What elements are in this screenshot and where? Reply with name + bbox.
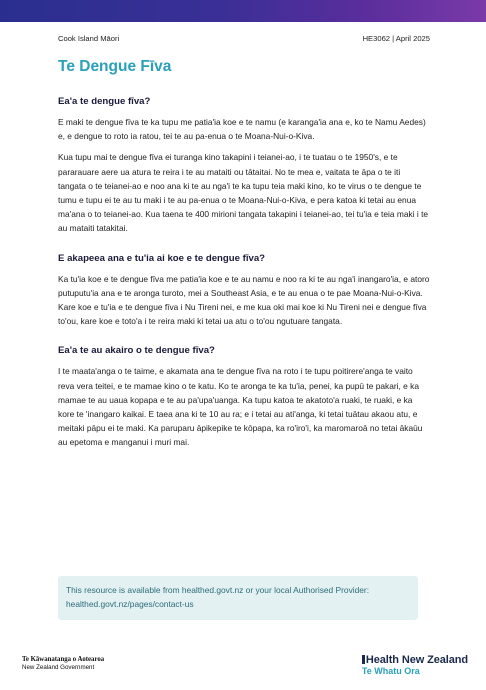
health-nz-logo bbox=[362, 654, 468, 676]
paragraph: I te maata'anga o te taime, e akamata ana te dengue fīva na roto i te tupu poitirere'anga te vaito reva vera teitei, e te mamae kino o te katu. Ko te aronga te ka tu'ia, penei, ka pupū te pakari, e ka mamae te au uaua kopapa e te au pa'upa'uanga. Ka tupu katoa te akatoto'a ruaki, te ruaki, e ka kore te 'inangaro kaikai. E taea ana ki te 10 au ra; e i tetai au ati'anga, ki tetai tuātau akaou atu, e meitaki pāpu ei te maki. Ka paruparu āpikepike te kōpapa, ka ro'iro'i, ka maromaroā no tetai ākaūu au epetoma e manganui i muri mai. bbox=[58, 366, 423, 448]
section-heading: Ea'a te dengue fīva? bbox=[58, 96, 151, 107]
resource-notice: This resource is available from healthed.govt.nz or your local Authorised Provider: healthed.govt.nz/pages/contact-us bbox=[58, 576, 418, 620]
paragraph: E maki te dengue fīva te ka tupu me patia'ia koe e te namu (e karanga'ia ana e, ko te Namu Aedes) e, e dengue to roto ia ratou, tei te au pa-enua o te Moana-Nui-o-Kiva. bbox=[58, 117, 426, 142]
page-title: Te Dengue Fīva bbox=[58, 58, 172, 75]
section-heading: E akapeea ana e tu'ia ai koe e te dengue fīva? bbox=[58, 252, 266, 264]
gov-logo-maori-text: Te Kāwanatanga o Aotearoa bbox=[22, 656, 105, 663]
section-heading: Ea'a te au akairo o te dengue fīva? bbox=[58, 345, 215, 357]
header-gradient-band bbox=[0, 0, 486, 22]
language-label: Cook Island Māori bbox=[58, 34, 120, 43]
document-body bbox=[58, 96, 430, 457]
section-what-is-dengue bbox=[58, 96, 430, 236]
nz-government-logo bbox=[22, 656, 104, 671]
paragraph: Kua tupu mai te dengue fīva ei turanga kino takapini i teianei-ao, i te tuatau o te 1950's, e te pararauare aere ua atura te reira i te au mataiti ou tātaitai. No te mea e, vaitata te āpa o te iti tangata o te teianei-ao e noo ana ki te au nga'i te ka tupu teia maki kino, ko te virus o te dengue te tumu e tupu ei te au tu maki i te au pa-enua o te Moana-Nui-o-Kiva, e pera katoa ki tetai au enua ma'ana o to teianei-ao. Kua taena te 400 mirioni tangata takapini i teianei-ao, tei tu'ia e teia maki i te au mataiti tatakitai. bbox=[58, 152, 429, 234]
gov-logo-english-text: New Zealand Government bbox=[22, 664, 95, 671]
health-nz-mark-icon bbox=[362, 655, 365, 664]
section-how-you-get-dengue bbox=[58, 253, 430, 329]
section-symptoms bbox=[58, 345, 430, 449]
document-code: HE3062 | April 2025 bbox=[362, 34, 430, 43]
paragraph: Ka tu'ia koe e te dengue fīva me patia'ia koe e te au namu e noo ra ki te au nga'i inangaro'ia, e atoro putuputu'ia ana e te aronga turoto, mei a Southeast Asia, e te au enua o te pae Moana-Nui-o-Kiva. Kare koe e tu'ia e te dengue fīva i Nu Tireni nei, e me kua oki mai koe ki Nu Tireni nei e dengue fīva to'ou, kare koe e toto'a i te reira maki ki tetai ua atu o to'ou ngutuare tangata. bbox=[58, 273, 430, 327]
header-meta bbox=[58, 34, 430, 43]
health-nz-maori: Te Whatu Ora bbox=[361, 666, 420, 676]
health-nz-english: Health New Zealand bbox=[365, 654, 468, 666]
